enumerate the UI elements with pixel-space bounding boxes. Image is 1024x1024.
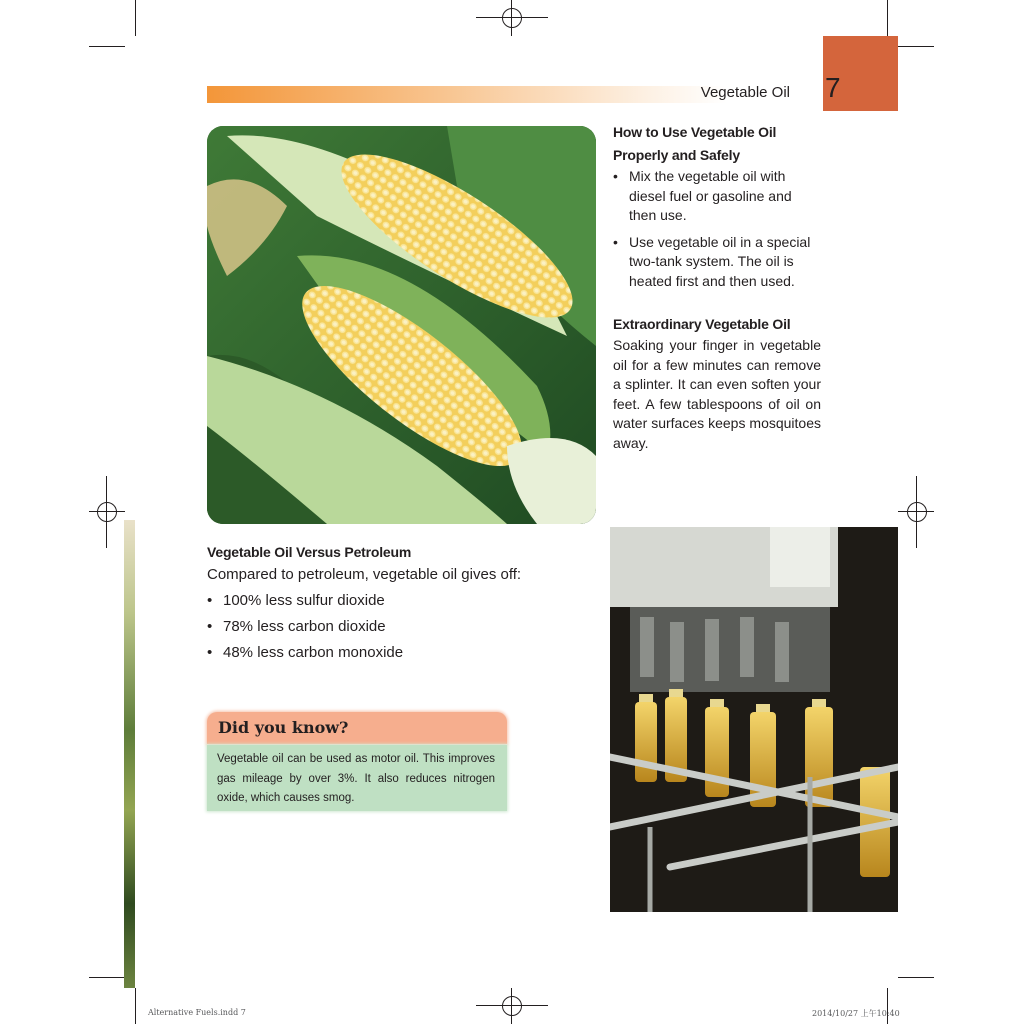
crop-mark xyxy=(898,977,934,978)
did-you-know-title: Did you know? xyxy=(218,718,349,737)
corn-photo xyxy=(207,126,596,524)
bottling-line-photo xyxy=(610,527,898,912)
list-item: • 78% less carbon dioxide xyxy=(207,616,587,638)
did-you-know-text: Vegetable oil can be used as motor oil. This improves gas mileage by over 3%. It also reduces nitrogen oxide, which causes smog. xyxy=(217,753,495,804)
usage-heading-line1: How to Use Vegetable Oil xyxy=(613,124,777,140)
bottling-illustration xyxy=(610,527,898,912)
slug-timestamp: 2014/10/27 上午10:40 xyxy=(812,1009,900,1018)
comparison-heading: Vegetable Oil Versus Petroleum xyxy=(207,544,412,560)
list-item: • 48% less carbon monoxide xyxy=(207,642,587,664)
usage-heading-line2: Properly and Safely xyxy=(613,147,740,163)
list-item: • Use vegetable oil in a special two-tank system. The oil is heated first and then used. xyxy=(613,233,821,292)
slug-filename: Alternative Fuels.indd 7 xyxy=(148,1008,246,1017)
bleed-photo-strip xyxy=(124,520,135,988)
comparison-section xyxy=(207,541,587,668)
did-you-know-header xyxy=(207,712,507,744)
usage-section xyxy=(613,121,821,453)
comparison-intro: Compared to petroleum, vegetable oil gives off: xyxy=(207,566,522,583)
section-title: Vegetable Oil xyxy=(700,84,790,101)
did-you-know-body xyxy=(207,745,507,811)
list-item: • 100% less sulfur dioxide xyxy=(207,590,587,612)
crop-mark xyxy=(89,46,125,47)
header-gradient-bar xyxy=(207,86,727,103)
crop-mark xyxy=(887,0,888,36)
usage-bullet-list xyxy=(613,167,821,291)
crop-mark xyxy=(135,0,136,36)
page-number: 7 xyxy=(825,72,841,103)
crop-mark xyxy=(898,46,934,47)
list-item: • Mix the vegetable oil with diesel fuel or gasoline and then use. xyxy=(613,167,821,226)
extraordinary-text: Soaking your finger in vegetable oil for a few minutes can remove a splinter. It can even soften your feet. A few tablespoons of oil on water surfaces keeps mosquitoes away. xyxy=(613,337,821,451)
crop-mark xyxy=(135,988,136,1024)
extraordinary-heading: Extraordinary Vegetable Oil xyxy=(613,316,791,332)
crop-mark xyxy=(89,977,125,978)
comparison-bullet-list xyxy=(207,590,587,664)
corn-illustration xyxy=(207,126,596,524)
